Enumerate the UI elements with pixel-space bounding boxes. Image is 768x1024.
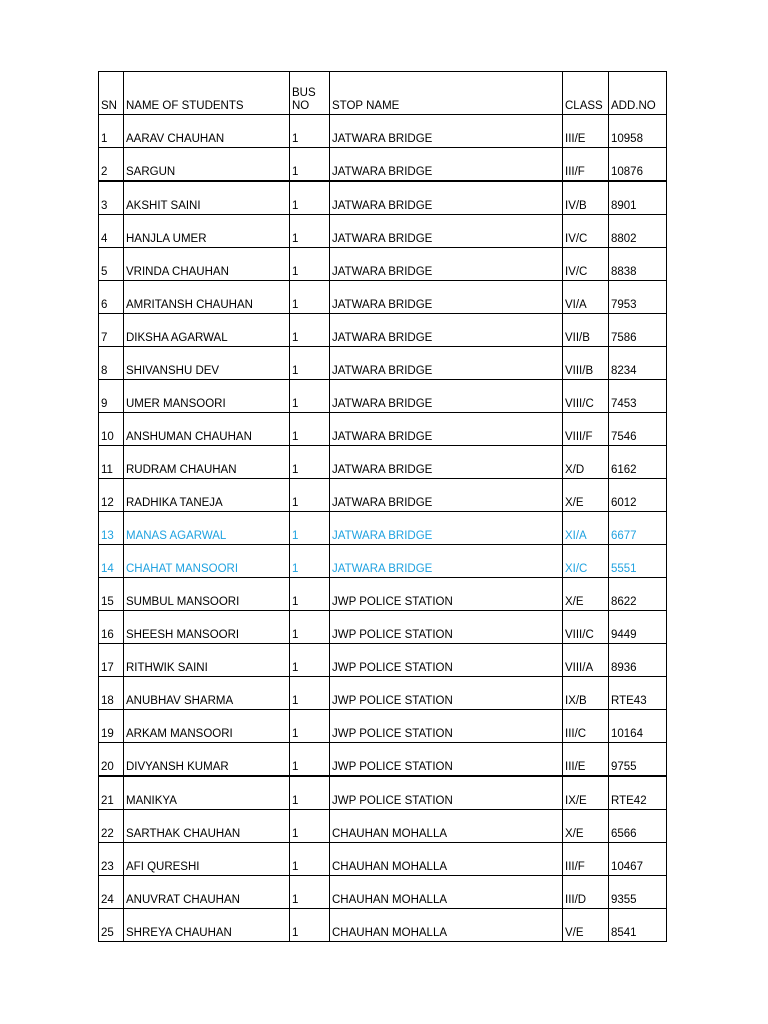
cell-class: VIII/C xyxy=(563,611,609,644)
cell-stop-name: JATWARA BRIDGE xyxy=(330,413,563,446)
cell-sn: 17 xyxy=(99,644,124,677)
table-row xyxy=(99,876,667,909)
cell-stop-name: JWP POLICE STATION xyxy=(330,611,563,644)
cell-sn: 22 xyxy=(99,810,124,843)
table-row xyxy=(99,810,667,843)
cell-add-no: 5551 xyxy=(609,545,667,578)
cell-add-no: 9355 xyxy=(609,876,667,909)
header-add-no: ADD.NO xyxy=(609,72,667,115)
cell-add-no: 6566 xyxy=(609,810,667,843)
cell-bus-no: 1 xyxy=(290,578,330,611)
cell-student-name: MANAS AGARWAL xyxy=(124,512,290,545)
table-row xyxy=(99,115,667,148)
table-row xyxy=(99,446,667,479)
cell-sn: 11 xyxy=(99,446,124,479)
cell-sn: 20 xyxy=(99,743,124,777)
cell-sn: 23 xyxy=(99,843,124,876)
table-row xyxy=(99,578,667,611)
header-bus-line2: NO xyxy=(292,100,310,112)
cell-bus-no: 1 xyxy=(290,909,330,942)
cell-sn: 24 xyxy=(99,876,124,909)
cell-add-no: 10164 xyxy=(609,710,667,743)
cell-class: X/E xyxy=(563,479,609,512)
header-class: CLASS xyxy=(563,72,609,115)
cell-student-name: AMRITANSH CHAUHAN xyxy=(124,281,290,314)
cell-student-name: SHIVANSHU DEV xyxy=(124,347,290,380)
cell-stop-name: JWP POLICE STATION xyxy=(330,743,563,777)
cell-bus-no: 1 xyxy=(290,479,330,512)
table-row xyxy=(99,148,667,182)
header-name-of-students: NAME OF STUDENTS xyxy=(124,72,290,115)
table-row xyxy=(99,380,667,413)
cell-class: III/E xyxy=(563,115,609,148)
cell-student-name: SUMBUL MANSOORI xyxy=(124,578,290,611)
cell-student-name: HANJLA UMER xyxy=(124,215,290,248)
table-header xyxy=(99,72,667,115)
cell-add-no: 8802 xyxy=(609,215,667,248)
cell-sn: 16 xyxy=(99,611,124,644)
cell-student-name: RITHWIK SAINI xyxy=(124,644,290,677)
cell-bus-no: 1 xyxy=(290,644,330,677)
cell-sn: 1 xyxy=(99,115,124,148)
cell-class: IX/E xyxy=(563,776,609,810)
cell-student-name: DIKSHA AGARWAL xyxy=(124,314,290,347)
cell-stop-name: JATWARA BRIDGE xyxy=(330,115,563,148)
cell-class: XI/C xyxy=(563,545,609,578)
table-row xyxy=(99,512,667,545)
cell-bus-no: 1 xyxy=(290,248,330,281)
cell-stop-name: JWP POLICE STATION xyxy=(330,677,563,710)
cell-stop-name: CHAUHAN MOHALLA xyxy=(330,909,563,942)
cell-student-name: SHEESH MANSOORI xyxy=(124,611,290,644)
cell-sn: 14 xyxy=(99,545,124,578)
cell-add-no: 9449 xyxy=(609,611,667,644)
cell-add-no: 7453 xyxy=(609,380,667,413)
cell-sn: 12 xyxy=(99,479,124,512)
cell-bus-no: 1 xyxy=(290,743,330,777)
header-bus-line1: BUS xyxy=(292,87,316,99)
cell-bus-no: 1 xyxy=(290,776,330,810)
cell-bus-no: 1 xyxy=(290,611,330,644)
student-bus-roster-table xyxy=(98,71,667,942)
cell-add-no: 7586 xyxy=(609,314,667,347)
cell-class: III/F xyxy=(563,843,609,876)
cell-class: X/E xyxy=(563,578,609,611)
cell-bus-no: 1 xyxy=(290,512,330,545)
cell-student-name: ARKAM MANSOORI xyxy=(124,710,290,743)
cell-student-name: ANUBHAV SHARMA xyxy=(124,677,290,710)
cell-bus-no: 1 xyxy=(290,710,330,743)
header-stop-name: STOP NAME xyxy=(330,72,563,115)
cell-bus-no: 1 xyxy=(290,380,330,413)
table-row xyxy=(99,347,667,380)
cell-stop-name: JWP POLICE STATION xyxy=(330,776,563,810)
cell-stop-name: JATWARA BRIDGE xyxy=(330,512,563,545)
cell-add-no: 8234 xyxy=(609,347,667,380)
cell-sn: 9 xyxy=(99,380,124,413)
cell-class: V/E xyxy=(563,909,609,942)
cell-class: VI/A xyxy=(563,281,609,314)
cell-stop-name: JATWARA BRIDGE xyxy=(330,347,563,380)
cell-add-no: 6162 xyxy=(609,446,667,479)
cell-class: VIII/F xyxy=(563,413,609,446)
cell-add-no: 10876 xyxy=(609,148,667,182)
cell-sn: 2 xyxy=(99,148,124,182)
cell-add-no: 7546 xyxy=(609,413,667,446)
cell-stop-name: JATWARA BRIDGE xyxy=(330,148,563,182)
cell-add-no: 8936 xyxy=(609,644,667,677)
cell-sn: 10 xyxy=(99,413,124,446)
table-row xyxy=(99,413,667,446)
cell-student-name: SHREYA CHAUHAN xyxy=(124,909,290,942)
cell-stop-name: JWP POLICE STATION xyxy=(330,578,563,611)
table-body xyxy=(99,115,667,942)
cell-bus-no: 1 xyxy=(290,677,330,710)
cell-class: IX/B xyxy=(563,677,609,710)
cell-stop-name: JATWARA BRIDGE xyxy=(330,248,563,281)
table-row xyxy=(99,909,667,942)
table-row xyxy=(99,677,667,710)
table-row xyxy=(99,281,667,314)
cell-bus-no: 1 xyxy=(290,446,330,479)
cell-stop-name: JATWARA BRIDGE xyxy=(330,215,563,248)
cell-class: X/D xyxy=(563,446,609,479)
cell-sn: 3 xyxy=(99,181,124,215)
cell-bus-no: 1 xyxy=(290,876,330,909)
header-row xyxy=(99,72,667,115)
table-row xyxy=(99,644,667,677)
cell-sn: 6 xyxy=(99,281,124,314)
cell-sn: 13 xyxy=(99,512,124,545)
cell-stop-name: JWP POLICE STATION xyxy=(330,644,563,677)
cell-sn: 18 xyxy=(99,677,124,710)
cell-student-name: AARAV CHAUHAN xyxy=(124,115,290,148)
cell-add-no: 8901 xyxy=(609,181,667,215)
cell-student-name: AKSHIT SAINI xyxy=(124,181,290,215)
cell-class: XI/A xyxy=(563,512,609,545)
cell-add-no: 9755 xyxy=(609,743,667,777)
cell-student-name: MANIKYA xyxy=(124,776,290,810)
cell-class: IV/C xyxy=(563,248,609,281)
cell-bus-no: 1 xyxy=(290,843,330,876)
cell-class: III/D xyxy=(563,876,609,909)
cell-class: X/E xyxy=(563,810,609,843)
cell-stop-name: JATWARA BRIDGE xyxy=(330,479,563,512)
cell-sn: 25 xyxy=(99,909,124,942)
cell-class: VIII/C xyxy=(563,380,609,413)
cell-sn: 5 xyxy=(99,248,124,281)
cell-sn: 15 xyxy=(99,578,124,611)
cell-bus-no: 1 xyxy=(290,215,330,248)
cell-stop-name: JATWARA BRIDGE xyxy=(330,446,563,479)
cell-add-no: 10958 xyxy=(609,115,667,148)
cell-bus-no: 1 xyxy=(290,545,330,578)
cell-class: VIII/A xyxy=(563,644,609,677)
table-row xyxy=(99,479,667,512)
cell-stop-name: JATWARA BRIDGE xyxy=(330,380,563,413)
cell-add-no: 6012 xyxy=(609,479,667,512)
cell-student-name: RADHIKA TANEJA xyxy=(124,479,290,512)
table-row xyxy=(99,743,667,777)
cell-bus-no: 1 xyxy=(290,181,330,215)
cell-add-no: 6677 xyxy=(609,512,667,545)
cell-add-no: RTE42 xyxy=(609,776,667,810)
cell-student-name: ANUVRAT CHAUHAN xyxy=(124,876,290,909)
cell-sn: 8 xyxy=(99,347,124,380)
cell-add-no: 10467 xyxy=(609,843,667,876)
cell-student-name: UMER MANSOORI xyxy=(124,380,290,413)
cell-student-name: SARGUN xyxy=(124,148,290,182)
cell-add-no: 7953 xyxy=(609,281,667,314)
cell-student-name: SARTHAK CHAUHAN xyxy=(124,810,290,843)
cell-bus-no: 1 xyxy=(290,281,330,314)
table-row xyxy=(99,611,667,644)
cell-stop-name: JWP POLICE STATION xyxy=(330,710,563,743)
cell-add-no: 8541 xyxy=(609,909,667,942)
cell-stop-name: CHAUHAN MOHALLA xyxy=(330,843,563,876)
cell-sn: 19 xyxy=(99,710,124,743)
table-row xyxy=(99,181,667,215)
cell-bus-no: 1 xyxy=(290,148,330,182)
header-bus-no xyxy=(290,72,330,115)
cell-stop-name: JATWARA BRIDGE xyxy=(330,281,563,314)
cell-class: IV/C xyxy=(563,215,609,248)
table-row xyxy=(99,843,667,876)
cell-student-name: DIVYANSH KUMAR xyxy=(124,743,290,777)
cell-class: III/F xyxy=(563,148,609,182)
cell-class: III/E xyxy=(563,743,609,777)
table-row xyxy=(99,215,667,248)
cell-bus-no: 1 xyxy=(290,115,330,148)
cell-stop-name: CHAUHAN MOHALLA xyxy=(330,876,563,909)
header-sn: SN xyxy=(99,72,124,115)
table-row xyxy=(99,776,667,810)
cell-bus-no: 1 xyxy=(290,413,330,446)
cell-stop-name: CHAUHAN MOHALLA xyxy=(330,810,563,843)
cell-student-name: VRINDA CHAUHAN xyxy=(124,248,290,281)
cell-class: VII/B xyxy=(563,314,609,347)
cell-add-no: RTE43 xyxy=(609,677,667,710)
cell-stop-name: JATWARA BRIDGE xyxy=(330,314,563,347)
cell-student-name: RUDRAM CHAUHAN xyxy=(124,446,290,479)
cell-bus-no: 1 xyxy=(290,314,330,347)
table-row xyxy=(99,248,667,281)
cell-stop-name: JATWARA BRIDGE xyxy=(330,545,563,578)
cell-add-no: 8622 xyxy=(609,578,667,611)
cell-class: III/C xyxy=(563,710,609,743)
cell-stop-name: JATWARA BRIDGE xyxy=(330,181,563,215)
cell-sn: 4 xyxy=(99,215,124,248)
cell-sn: 21 xyxy=(99,776,124,810)
cell-student-name: ANSHUMAN CHAUHAN xyxy=(124,413,290,446)
cell-bus-no: 1 xyxy=(290,347,330,380)
cell-bus-no: 1 xyxy=(290,810,330,843)
cell-sn: 7 xyxy=(99,314,124,347)
cell-student-name: AFI QURESHI xyxy=(124,843,290,876)
cell-student-name: CHAHAT MANSOORI xyxy=(124,545,290,578)
cell-class: IV/B xyxy=(563,181,609,215)
cell-class: VIII/B xyxy=(563,347,609,380)
table-row xyxy=(99,710,667,743)
table-row xyxy=(99,545,667,578)
cell-add-no: 8838 xyxy=(609,248,667,281)
table-row xyxy=(99,314,667,347)
